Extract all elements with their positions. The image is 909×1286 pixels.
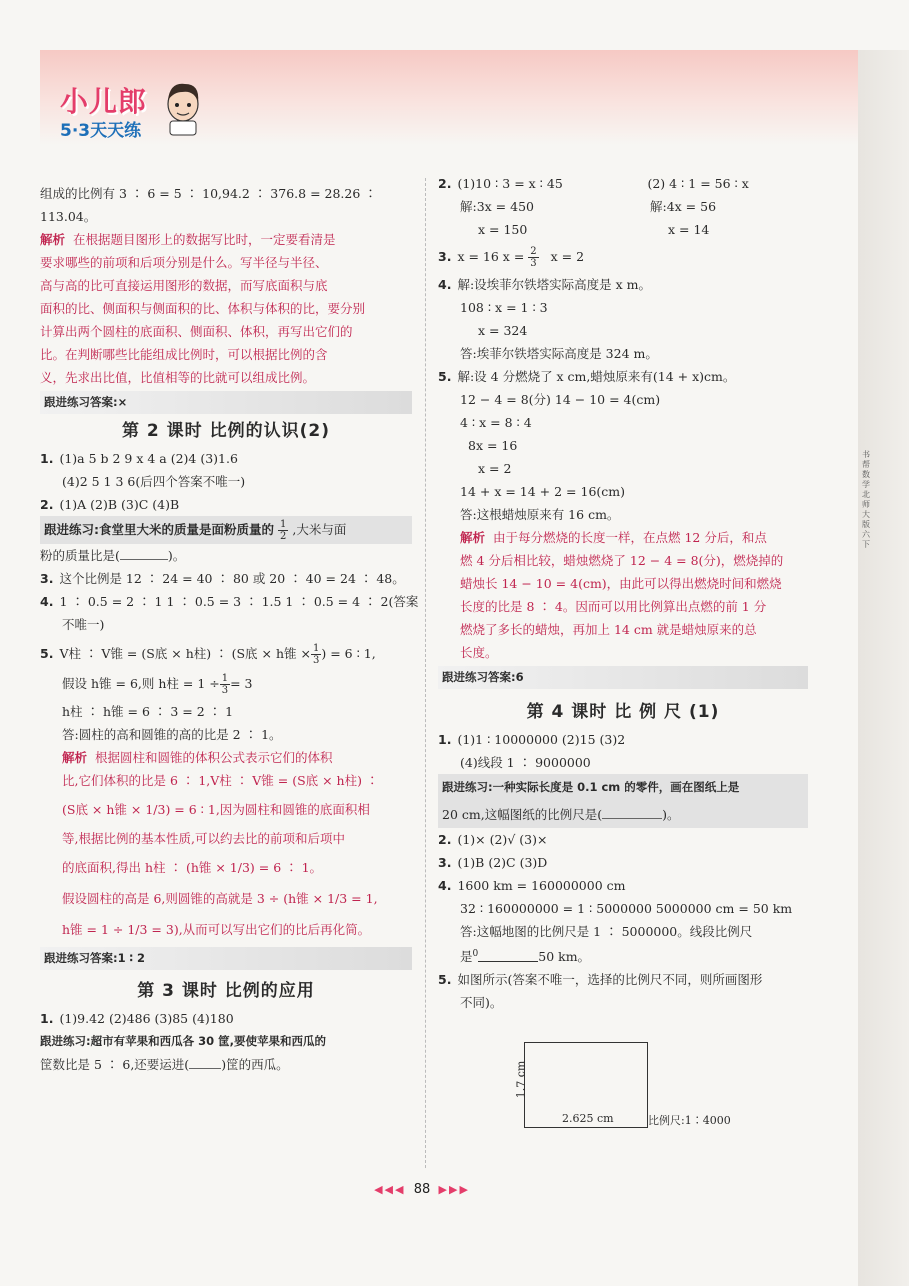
analysis-tag: 解析 (40, 232, 66, 247)
analysis-line: 比。在判断哪些比能组成比例时，可以根据比例的含 (40, 347, 328, 362)
answer-line: h柱 ∶ h锥 = 6 ∶ 3 = 2 ∶ 1 (62, 704, 234, 719)
answer-blank[interactable] (120, 545, 168, 560)
answer-line: 解:4x = 56 (650, 199, 717, 214)
analysis-line: 要求哪些的前项和后项分别是什么。写半径与半径、 (40, 255, 328, 270)
answer-line: (1)1 ∶ 10000000 (2)15 (3)2 (457, 732, 626, 747)
fraction: $\frac{1}{3}$ (221, 673, 229, 696)
analysis-line: (S底 × h锥 × 1/3) = 6 ∶ 1,因为圆柱和圆锥的底面积相 (62, 802, 370, 817)
answer-line: 解:设 4 分燃烧了 x cm,蜡烛原来有(14 + x)cm。 (457, 369, 736, 384)
answer-line: x = 324 (478, 323, 528, 338)
follow-answer: 跟进练习答案:6 (438, 666, 808, 689)
edge-label: 书帮 数学 北师大版 六下 (862, 450, 870, 549)
scale-bar (478, 953, 538, 962)
answer-line: x = 2 (550, 249, 585, 264)
page-number-bar (347, 1182, 497, 1197)
analysis-line: 蜡烛长 14 − 10 = 4(cm)，由此可以得出燃烧时间和燃烧 (460, 576, 782, 591)
answer-line: (4)2 5 1 3 6(后四个答案不唯一) (62, 474, 246, 489)
analysis-tag: 解析 (460, 530, 486, 545)
brand-subtitle: 5·3天天练 (60, 121, 142, 141)
lesson-title: 第 4 课时 比 例 尺 (1) (526, 702, 720, 722)
fraction: $\frac{1}{3}$ (312, 643, 320, 666)
analysis-line: 假设圆柱的高是 6,则圆锥的高就是 3 ÷ (h锥 × 1/3 = 1, (62, 891, 378, 906)
answer-line: (1)9.42 (2)486 (3)85 (4)180 (59, 1011, 234, 1026)
follow-text: 20 cm,这幅图纸的比例尺是( (442, 807, 603, 822)
follow-text: 跟进练习:一种实际长度是 0.1 cm 的零件，画在图纸上是 (438, 774, 808, 801)
answer-line: 答:这幅地图的比例尺是 1 ∶ 5000000。线段比例尺 (460, 924, 753, 939)
map-height-label: 1.7 cm (514, 1060, 528, 1099)
question-number: 2. (438, 176, 452, 191)
answer-line: 108 ∶ x = 1 ∶ 3 (460, 300, 548, 315)
question-number: 2. (40, 497, 54, 512)
brand-title: 小儿郎 (60, 85, 148, 118)
question-number: 4. (40, 594, 54, 609)
arrows-right-icon: ▶▶▶ (438, 1183, 470, 1196)
answer-line: 8x = 16 (468, 438, 518, 453)
analysis-block (438, 526, 808, 664)
analysis-line: 在根据题目图形上的数据写比时，一定要看清是 (72, 232, 336, 247)
answer-line: 32 ∶ 160000000 = 1 ∶ 5000000 5000000 cm = 50 km (460, 901, 793, 916)
brand-logo (60, 80, 147, 141)
answer-line: 是 (460, 949, 473, 965)
question-number: 1. (40, 451, 54, 466)
answer-line: ) = 6 ∶ 1, (321, 646, 376, 661)
answer-line: x = 14 (668, 222, 710, 237)
page-edge (858, 50, 909, 1286)
answer-line: 50 km。 (538, 949, 591, 965)
lesson-title: 第 2 课时 比例的认识(2) (122, 421, 330, 441)
follow-text: )。 (662, 807, 680, 822)
left-column (40, 182, 419, 1076)
fraction: $\frac{2}{3}$ (530, 246, 537, 269)
question-number: 5. (438, 369, 452, 384)
answer-line: (1)× (2)√ (3)× (457, 832, 548, 847)
answer-line: = 3 (230, 676, 253, 691)
answer-line: x = 150 (478, 222, 528, 237)
answer-line: x = 16 x = (457, 249, 525, 264)
question-number: 1. (40, 1011, 54, 1026)
question-number: 4. (438, 878, 452, 893)
answer-line: 答:埃菲尔铁塔实际高度是 324 m。 (460, 346, 658, 361)
answer-line: 答:这根蜡烛原来有 16 cm。 (460, 507, 620, 522)
follow-text: 跟进练习:超市有苹果和西瓜各 30 筐,要使苹果和西瓜的 (40, 1034, 326, 1048)
question-number: 1. (438, 732, 452, 747)
answer-blank[interactable] (602, 804, 662, 819)
analysis-line: 根据圆柱和圆锥的体积公式表示它们的体积 (94, 750, 333, 765)
page-number: 88 (413, 1182, 431, 1197)
answer-line: 12 − 4 = 8(分) 14 − 10 = 4(cm) (460, 392, 661, 407)
answer-line: 解:设埃菲尔铁塔实际高度是 x m。 (457, 277, 652, 292)
answer-line: (4)线段 1 ∶ 9000000 (460, 755, 591, 770)
answer-line: 假设 h锥 = 6,则 h柱 = 1 ÷ (62, 676, 220, 691)
question-number: 2. (438, 832, 452, 847)
map-width-label: 2.625 cm (562, 1112, 614, 1125)
analysis-line: 长度的比是 8 ∶ 4。因而可以用比例算出点燃的前 1 分 (460, 599, 767, 614)
answer-line: 14 + x = 14 + 2 = 16(cm) (460, 484, 626, 499)
answer-line: x = 2 (478, 461, 512, 476)
answer-line: 不唯一) (62, 617, 105, 632)
answer-line: 1600 km = 160000000 cm (457, 878, 626, 893)
analysis-line: 高与高的比可直接运用图形的数据，而写底面积与底 (40, 278, 328, 293)
analysis-block (40, 746, 412, 941)
answer-line: (1)A (2)B (3)C (4)B (59, 497, 180, 512)
follow-text: ,大米与面 (292, 522, 347, 537)
analysis-block (40, 228, 412, 389)
analysis-line: 燃烧了多长的蜡烛，再加上 14 cm 就是蜡烛原来的总 (460, 622, 757, 637)
answer-line: 答:圆柱的高和圆锥的高的比是 2 ∶ 1。 (62, 727, 282, 742)
analysis-line: 比,它们体积的比是 6 ∶ 1,V柱 ∶ V锥 = (S底 × h柱) ∶ (62, 773, 379, 788)
follow-answer: 跟进练习答案:1 ∶ 2 (40, 947, 412, 970)
mascot-icon (160, 78, 206, 136)
map-scale-label: 比例尺:1∶4000 (648, 1114, 731, 1127)
answer-blank[interactable] (189, 1054, 221, 1069)
right-column (438, 172, 808, 1014)
answer-line: (1)B (2)C (3)D (457, 855, 548, 870)
text-line: 113.04。 (40, 209, 97, 224)
answer-line: 解:3x = 450 (460, 199, 534, 214)
text-line: 组成的比例有 3 ∶ 6 = 5 ∶ 10,94.2 ∶ 376.8 = 28.26 ∶ (40, 186, 377, 201)
analysis-line: 燃 4 分后相比较，蜡烛燃烧了 12 − 4 = 8(分)，燃烧掉的 (460, 553, 784, 568)
follow-text: 筐数比是 5 ∶ 6,还要运进( (40, 1057, 190, 1072)
answer-line: 这个比例是 12 ∶ 24 = 40 ∶ 80 或 20 ∶ 40 = 24 ∶ 48。 (59, 571, 405, 586)
scale-zero: 0 (472, 949, 479, 959)
answer-line: (1)a 5 b 2 9 x 4 a (2)4 (3)1.6 (59, 451, 238, 466)
answer-line: (1)10 ∶ 3 = x ∶ 45 (457, 176, 563, 191)
analysis-line: 面积的比、侧面积与侧面积的比、体积与体积的比，要分别 (40, 301, 366, 316)
question-number: 4. (438, 277, 452, 292)
fraction: $\frac{1}{2}$ (279, 519, 287, 542)
column-divider (425, 178, 427, 1168)
analysis-line: 计算出两个圆柱的底面积、侧面积、体积，再写出它们的 (40, 324, 353, 339)
follow-text: )。 (167, 548, 186, 563)
question-number: 5. (40, 646, 54, 661)
question-number: 3. (438, 855, 452, 870)
answer-line: 不同)。 (460, 995, 503, 1011)
analysis-line: 的底面积,得出 h柱 ∶ (h锥 × 1/3) = 6 ∶ 1。 (62, 860, 323, 875)
follow-text: 粉的质量比是( (40, 548, 120, 563)
answer-line: 1 ∶ 0.5 = 2 ∶ 1 1 ∶ 0.5 = 3 ∶ 1.5 1 ∶ 0.5 = 4 ∶ 2(答案 (59, 594, 419, 609)
follow-text: )筐的西瓜。 (221, 1057, 289, 1072)
analysis-line: 义，先求出比值，比值相等的比就可以组成比例。 (40, 370, 316, 385)
follow-exercise (40, 516, 412, 544)
lesson-title: 第 3 课时 比例的应用 (137, 981, 315, 1001)
follow-answer: 跟进练习答案:× (40, 391, 412, 414)
answer-line: V柱 ∶ V锥 = (S底 × h柱) ∶ (S底 × h锥 × (59, 646, 311, 661)
follow-text: 跟进练习:食堂里大米的质量是面粉质量的 (44, 522, 274, 537)
analysis-tag: 解析 (62, 750, 88, 765)
arrows-left-icon: ◀◀◀ (374, 1183, 406, 1196)
answer-line: 如图所示(答案不唯一，选择的比例尺不同，则所画图形 (457, 972, 763, 988)
question-number: 3. (40, 571, 54, 586)
analysis-line: h锥 = 1 ÷ 1/3 = 3),从而可以写出它们的比后再化简。 (62, 922, 371, 937)
analysis-line: 等,根据比例的基本性质,可以约去比的前项和后项中 (62, 831, 345, 846)
analysis-line: 长度。 (460, 645, 498, 660)
question-number: 5. (438, 972, 452, 988)
analysis-line: 由于每分燃烧的长度一样，在点燃 12 分后，和点 (492, 530, 767, 545)
question-number: 3. (438, 249, 452, 264)
answer-line: 4 ∶ x = 8 ∶ 4 (460, 415, 532, 430)
answer-line: (2) 4 ∶ 1 = 56 ∶ x (647, 176, 749, 191)
